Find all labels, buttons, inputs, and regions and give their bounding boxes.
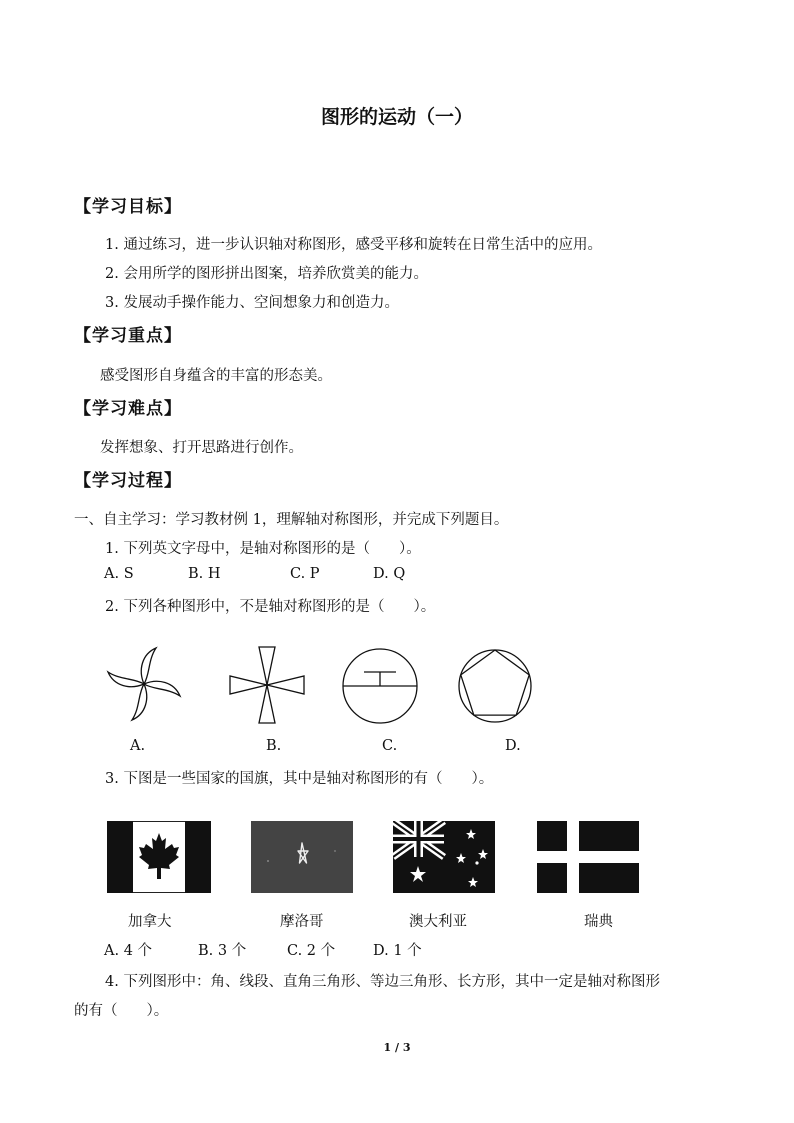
q3-option-b: B. 3 个	[198, 943, 247, 959]
part1-intro: 一、自主学习：学习教材例 1，理解轴对称图形，并完成下列题目。	[74, 512, 509, 528]
objectives-heading: 【学习目标】	[74, 197, 182, 217]
objective-item-1: 1. 通过练习，进一步认识轴对称图形，感受平移和旋转在日常生活中的应用。	[105, 237, 602, 253]
q4-stem-line2: 的有（ ）。	[74, 1003, 169, 1019]
q3-stem: 3. 下图是一些国家的国旗，其中是轴对称图形的有（ ）。	[105, 771, 494, 787]
flag-label-sweden: 瑞典	[584, 914, 613, 930]
canada-flag-figure	[107, 821, 211, 893]
q1-stem: 1. 下列英文字母中，是轴对称图形的是（ ）。	[105, 541, 421, 557]
circle-bar-shape-figure	[340, 646, 420, 726]
q1-option-d: D. Q	[373, 566, 406, 582]
q2-stem: 2. 下列各种图形中，不是轴对称图形的是（ ）。	[105, 599, 436, 615]
objective-item-2: 2. 会用所学的图形拼出图案，培养欣赏美的能力。	[105, 266, 428, 282]
difficulties-text: 发挥想象、打开思路进行创作。	[100, 440, 303, 456]
australia-flag-figure	[393, 821, 495, 893]
objective-item-3: 3. 发展动手操作能力、空间想象力和创造力。	[105, 295, 399, 311]
q2-label-a: A.	[130, 738, 146, 754]
sweden-flag-figure	[537, 821, 639, 893]
q4-stem-line1: 4. 下列图形中：角、线段、直角三角形、等边三角形、长方形，其中一定是轴对称图形	[105, 974, 660, 990]
pentagon-circle-shape-figure	[455, 646, 535, 726]
q2-label-b: B.	[266, 738, 282, 754]
q3-option-a: A. 4 个	[104, 943, 153, 959]
page-title: 图形的运动（一）	[320, 106, 473, 128]
q1-option-c: C. P	[290, 566, 320, 582]
flag-label-australia: 澳大利亚	[409, 914, 467, 930]
morocco-flag-figure	[251, 821, 353, 893]
q3-option-c: C. 2 个	[287, 943, 336, 959]
flag-label-canada: 加拿大	[128, 914, 172, 930]
q3-option-d: D. 1 个	[373, 943, 422, 959]
q1-option-a: A. S	[104, 566, 134, 582]
q2-label-d: D.	[505, 738, 521, 754]
difficulties-heading: 【学习难点】	[74, 399, 182, 419]
q2-label-c: C.	[382, 738, 398, 754]
cross-shape-figure	[227, 644, 307, 726]
pinwheel-shape-figure	[104, 646, 184, 722]
flag-label-morocco: 摩洛哥	[280, 914, 324, 930]
page-number: 1 / 3	[383, 1041, 411, 1054]
process-heading: 【学习过程】	[74, 471, 182, 491]
key-points-heading: 【学习重点】	[74, 326, 182, 346]
q1-option-b: B. H	[188, 566, 221, 582]
key-points-text: 感受图形自身蕴含的丰富的形态美。	[100, 368, 332, 384]
